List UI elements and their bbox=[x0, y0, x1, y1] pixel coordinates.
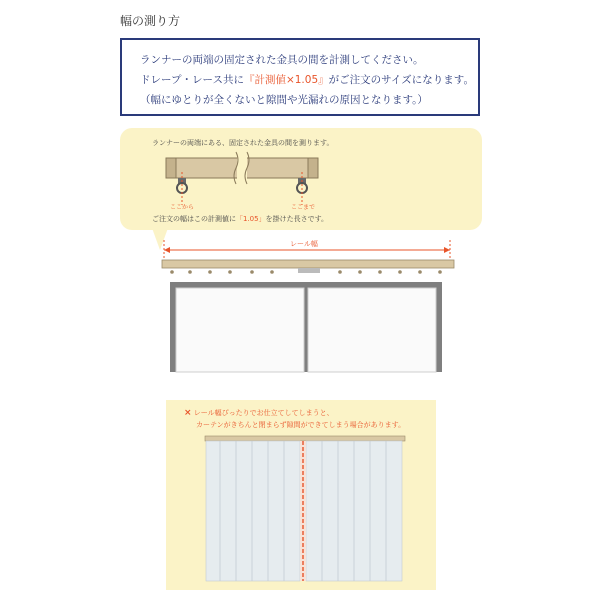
warning-line-1 bbox=[184, 408, 334, 418]
warning-rail bbox=[205, 436, 405, 441]
window bbox=[170, 282, 442, 372]
caption-bottom bbox=[152, 214, 328, 224]
closeup-rail-end-left bbox=[166, 158, 176, 178]
rail-center-joint bbox=[298, 268, 320, 273]
label-from: ここから bbox=[170, 204, 195, 211]
notice-line-1: ランナーの両端の固定された金具の間を計測してください。 bbox=[140, 54, 424, 66]
caption-bottom-highlight: 「1.05」 bbox=[236, 215, 266, 223]
arrow-head-right bbox=[444, 247, 450, 253]
page-title: 幅の測り方 bbox=[120, 14, 181, 28]
warning-x-icon: × bbox=[184, 408, 192, 418]
rail-width-label: レール幅 bbox=[290, 240, 318, 248]
window-pane-right bbox=[308, 288, 436, 372]
notice-line-3: （幅にゆとりが全くないと隙間や光漏れの原因となります。） bbox=[140, 94, 428, 106]
notice-highlight: 『計測値×1.05』 bbox=[243, 74, 329, 86]
closeup-rail-end-right bbox=[308, 158, 318, 178]
window-pane-left bbox=[176, 288, 304, 372]
arrow-head-left bbox=[164, 247, 170, 253]
warning-line-2: カーテンがきちんと閉まらず隙間ができてしまう場合があります。 bbox=[196, 421, 406, 429]
rail-closeup bbox=[166, 152, 318, 205]
caption-bottom-pre: ご注文の幅はこの計測値に bbox=[152, 215, 236, 223]
warning-curtain bbox=[205, 436, 405, 581]
label-to: ここまで bbox=[291, 204, 316, 211]
caption-bottom-post: を掛けた長さです。 bbox=[265, 215, 329, 223]
rail-bar bbox=[162, 260, 454, 268]
notice-line-2-pre: ドレープ・レース共に bbox=[140, 74, 244, 86]
caption-top: ランナーの両端にある、固定された金具の間を測ります。 bbox=[152, 139, 334, 147]
warning-line-1-text: レール幅ぴったりでお仕立てしてしまうと、 bbox=[193, 409, 334, 417]
notice-line-2-post: がご注文のサイズになります。 bbox=[328, 74, 474, 86]
